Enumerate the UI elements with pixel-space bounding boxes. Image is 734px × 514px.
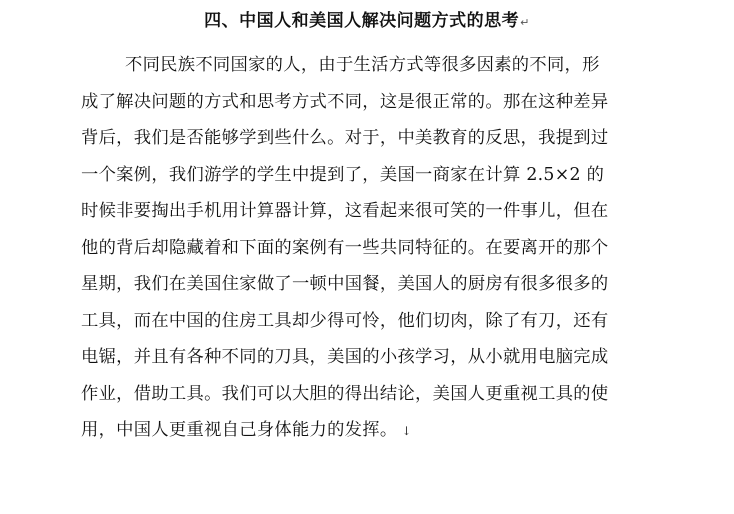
paragraph-line: 成了解决问题的方式和思考方式不同，这是很正常的。那在这种差异 — [81, 91, 609, 112]
paragraph-line: 不同民族不同国家的人，由于生活方式等很多因素的不同，形 — [125, 55, 600, 75]
paragraph-line: 作业，借助工具。我们可以大胆的得出结论，美国人更重视工具的使 — [81, 383, 609, 404]
line-break-mark-icon: ↓ — [401, 424, 412, 438]
section-heading — [0, 8, 734, 36]
paragraph-last-line-text: 用，中国人更重视自己身体能力的发挥。 — [81, 420, 398, 440]
paragraph-line: 工具，而在中国的住房工具却少得可怜，他们切肉，除了有刀，还有 — [81, 310, 609, 331]
paragraph-line: 星期，我们在美国住家做了一顿中国餐，美国人的厨房有很多很多的 — [81, 274, 609, 294]
paragraph-line: 电锯，并且有各种不同的刀具，美国的小孩学习，从小就用电脑完成 — [81, 347, 609, 367]
paragraph-line: 一个案例，我们游学的学生中提到了，美国一商家在计算 2.5×2 的 — [81, 164, 605, 185]
paragraph-line: 他的背后却隐藏着和下面的案例有一些共同特征的。在要离开的那个 — [81, 237, 609, 258]
paragraph-last-line — [81, 412, 681, 449]
paragraph-line: 背后，我们是否能够学到些什么。对于，中美教育的反思，我提到过 — [81, 128, 609, 148]
body-paragraph — [81, 47, 681, 449]
section-heading-text: 四、中国人和美国人解决问题方式的思考 — [204, 11, 520, 31]
paragraph-line: 时候非要掏出手机用计算器计算，这看起来很可笑的一件事儿，但在 — [81, 201, 609, 221]
paragraph-mark-icon: ↵ — [520, 16, 530, 29]
